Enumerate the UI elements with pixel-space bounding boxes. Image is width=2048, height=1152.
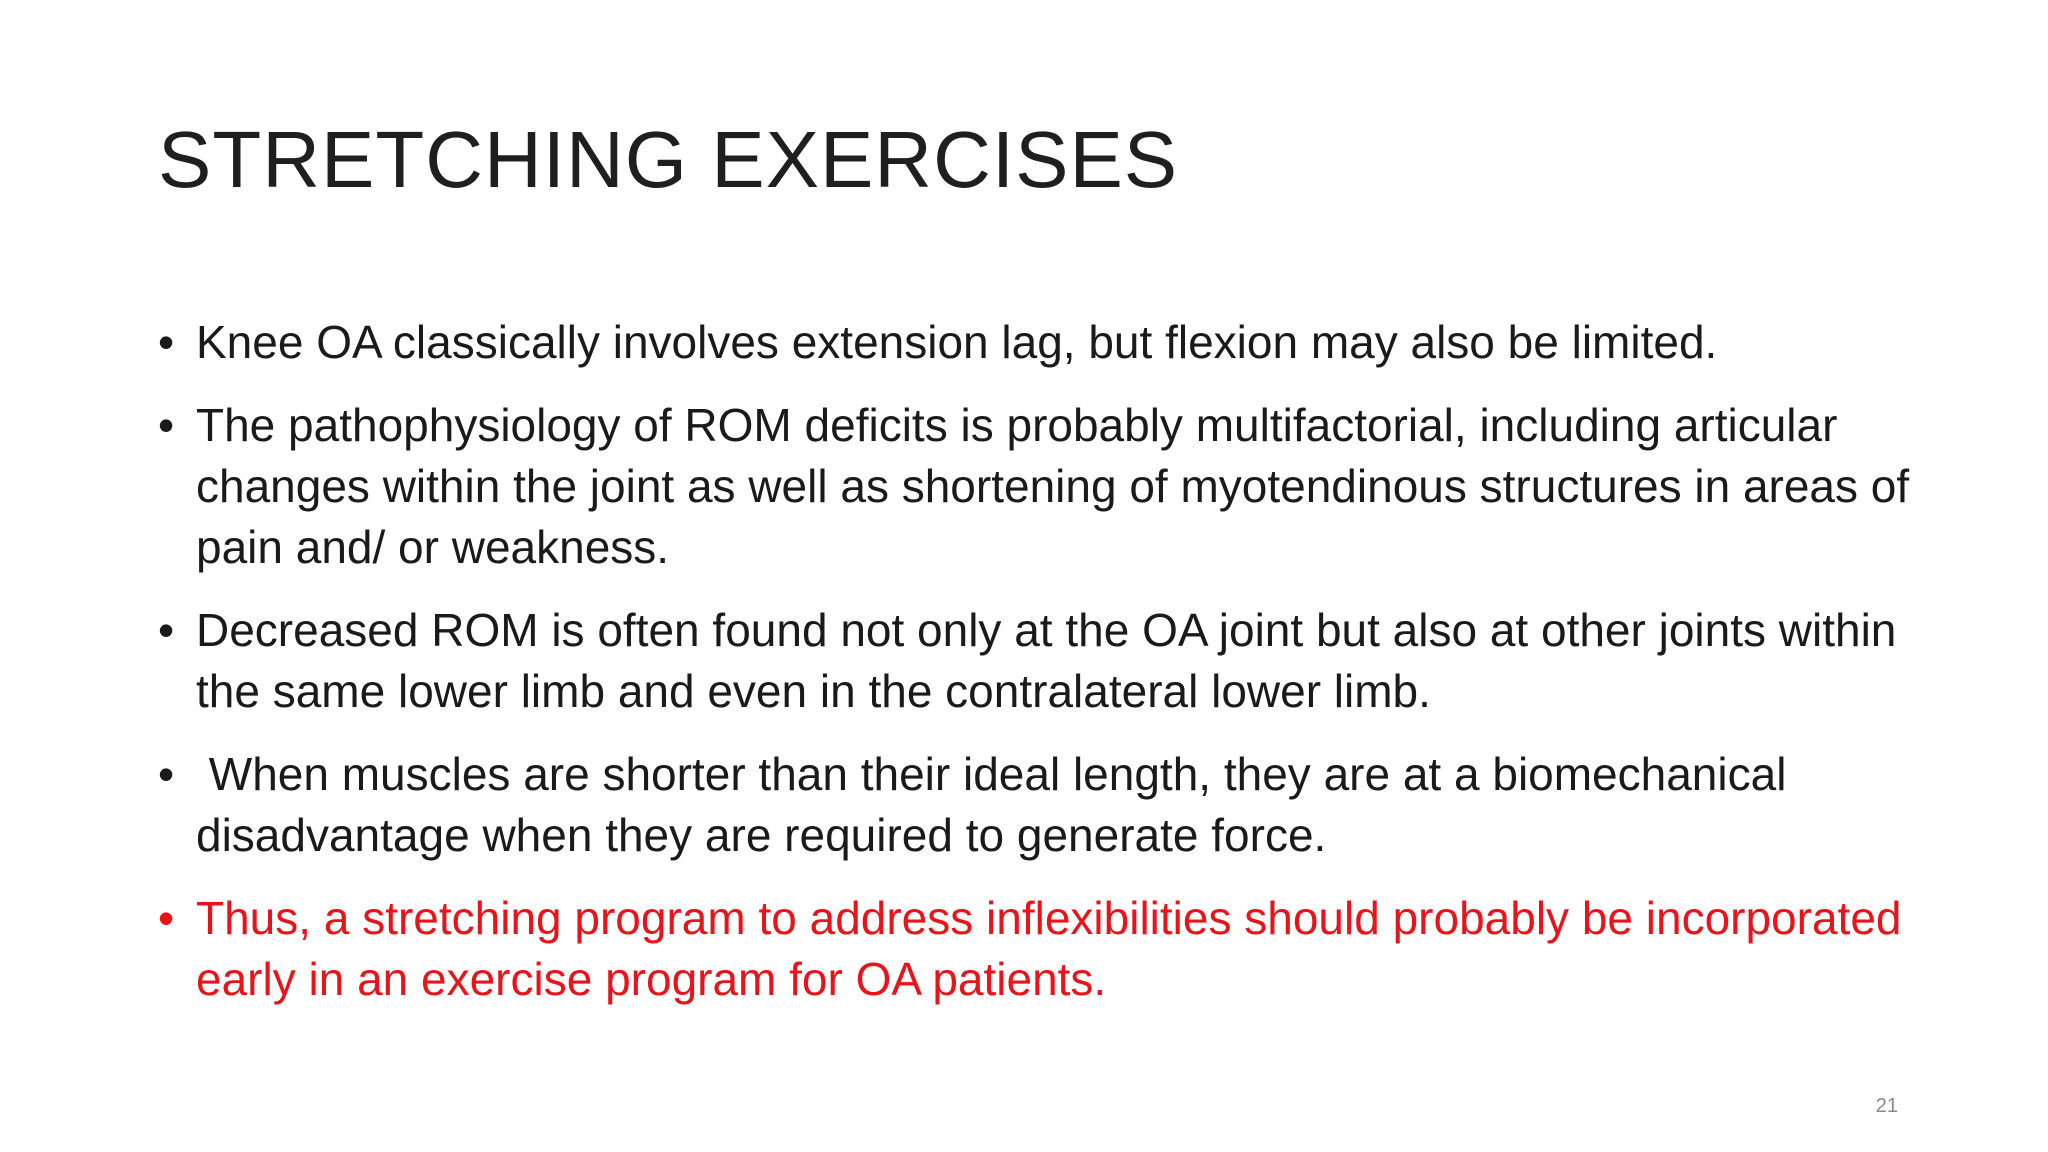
bullet-list (158, 312, 1918, 1032)
bullet-text: Thus, a stretching program to address inflexibilities should probably be incorporated early in an exercise program for OA patients. (196, 892, 1902, 1005)
bullet-item (158, 744, 1918, 866)
bullet-icon: • (158, 399, 175, 451)
bullet-text: Knee OA classically involves extension lag, but flexion may also be limited. (196, 316, 1718, 368)
bullet-text: The pathophysiology of ROM deficits is probably multifactorial, including articular changes within the joint as well as shortening of myotendinous structures in areas of pain and/ or weakness. (196, 399, 1910, 573)
bullet-text: Decreased ROM is often found not only at the OA joint but also at other joints within the same lower limb and even in the contralateral lower limb. (196, 604, 1897, 717)
bullet-item (158, 395, 1918, 578)
bullet-icon: • (158, 892, 175, 944)
bullet-icon: • (158, 316, 175, 368)
slide-title: STRETCHING EXERCISES (158, 115, 1179, 204)
bullet-item-highlighted (158, 888, 1918, 1010)
bullet-icon: • (158, 604, 175, 656)
bullet-item (158, 600, 1918, 722)
bullet-icon: • (158, 748, 175, 800)
bullet-item (158, 312, 1918, 373)
bullet-text: When muscles are shorter than their ideal length, they are at a biomechanical disadvantage when they are required to generate force. (196, 748, 1800, 861)
page-number: 21 (1875, 1095, 1898, 1117)
